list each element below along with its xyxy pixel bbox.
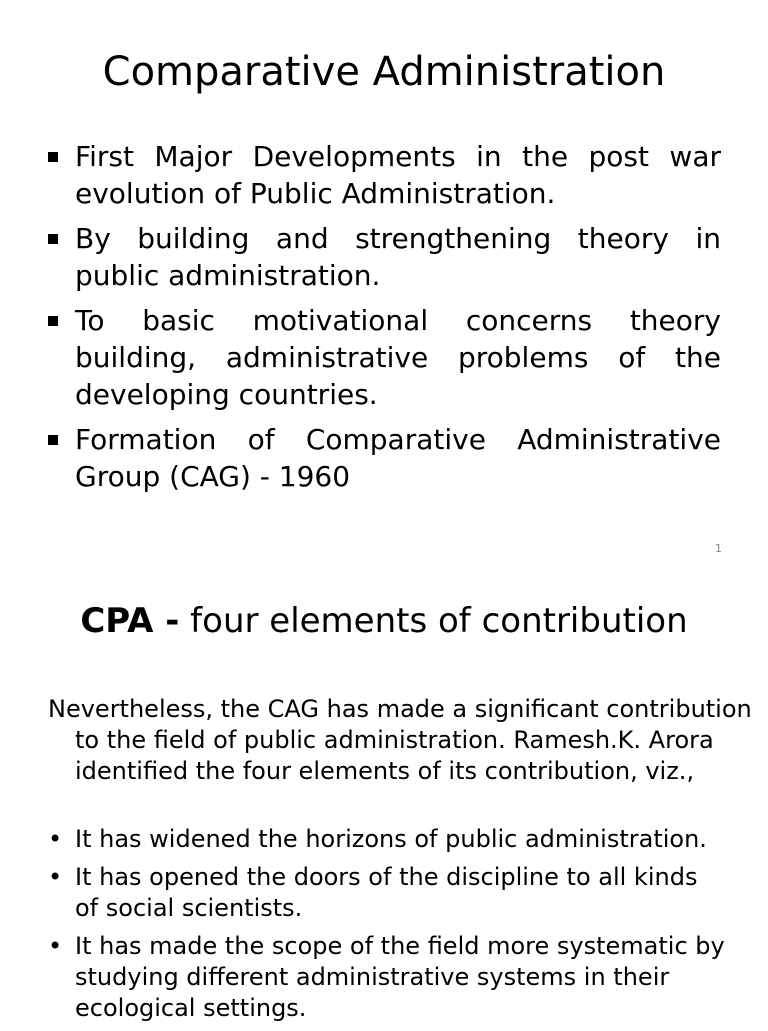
list-item: To basic motivational concerns theory building, administrative problems of the developing countries. [46,302,721,413]
bullet-list [46,138,721,503]
bullet-dot-icon: • [48,863,63,891]
square-bullet-icon [48,435,58,445]
list-item: Formation of Comparative Administrative Group (CAG) - 1960 [46,421,721,495]
intro-paragraph: Nevertheless, the CAG has made a significant contribution to the field of public administration. Ramesh.K. Arora identified the four elements of its contribution, viz., [48,695,752,785]
square-bullet-icon [48,316,58,326]
list-item: • It has made the scope of the field more systematic by studying different administrative systems in their ecological settings. [48,932,725,1022]
bullet-dot-icon: • [48,932,63,960]
slide-title [0,598,768,644]
square-bullet-icon [48,234,58,244]
slide-title: Comparative Administration [102,49,666,95]
bullet-list [48,824,728,1031]
list-item: • It has widened the horizons of public administration. [48,825,707,853]
bullet-dot-icon: • [48,825,63,853]
list-item: First Major Developments in the post war evolution of Public Administration. [46,138,721,212]
slide-2 [0,576,768,1024]
title-bold-part: CPA - [80,601,180,641]
list-item: By building and strengthening theory in public administration. [46,220,721,294]
title-rest: four elements of contribution [179,601,688,641]
list-item: • It has opened the doors of the discipline to all kinds of social scientists. [48,863,698,922]
square-bullet-icon [48,152,58,162]
slide-number: 1 [715,542,722,555]
